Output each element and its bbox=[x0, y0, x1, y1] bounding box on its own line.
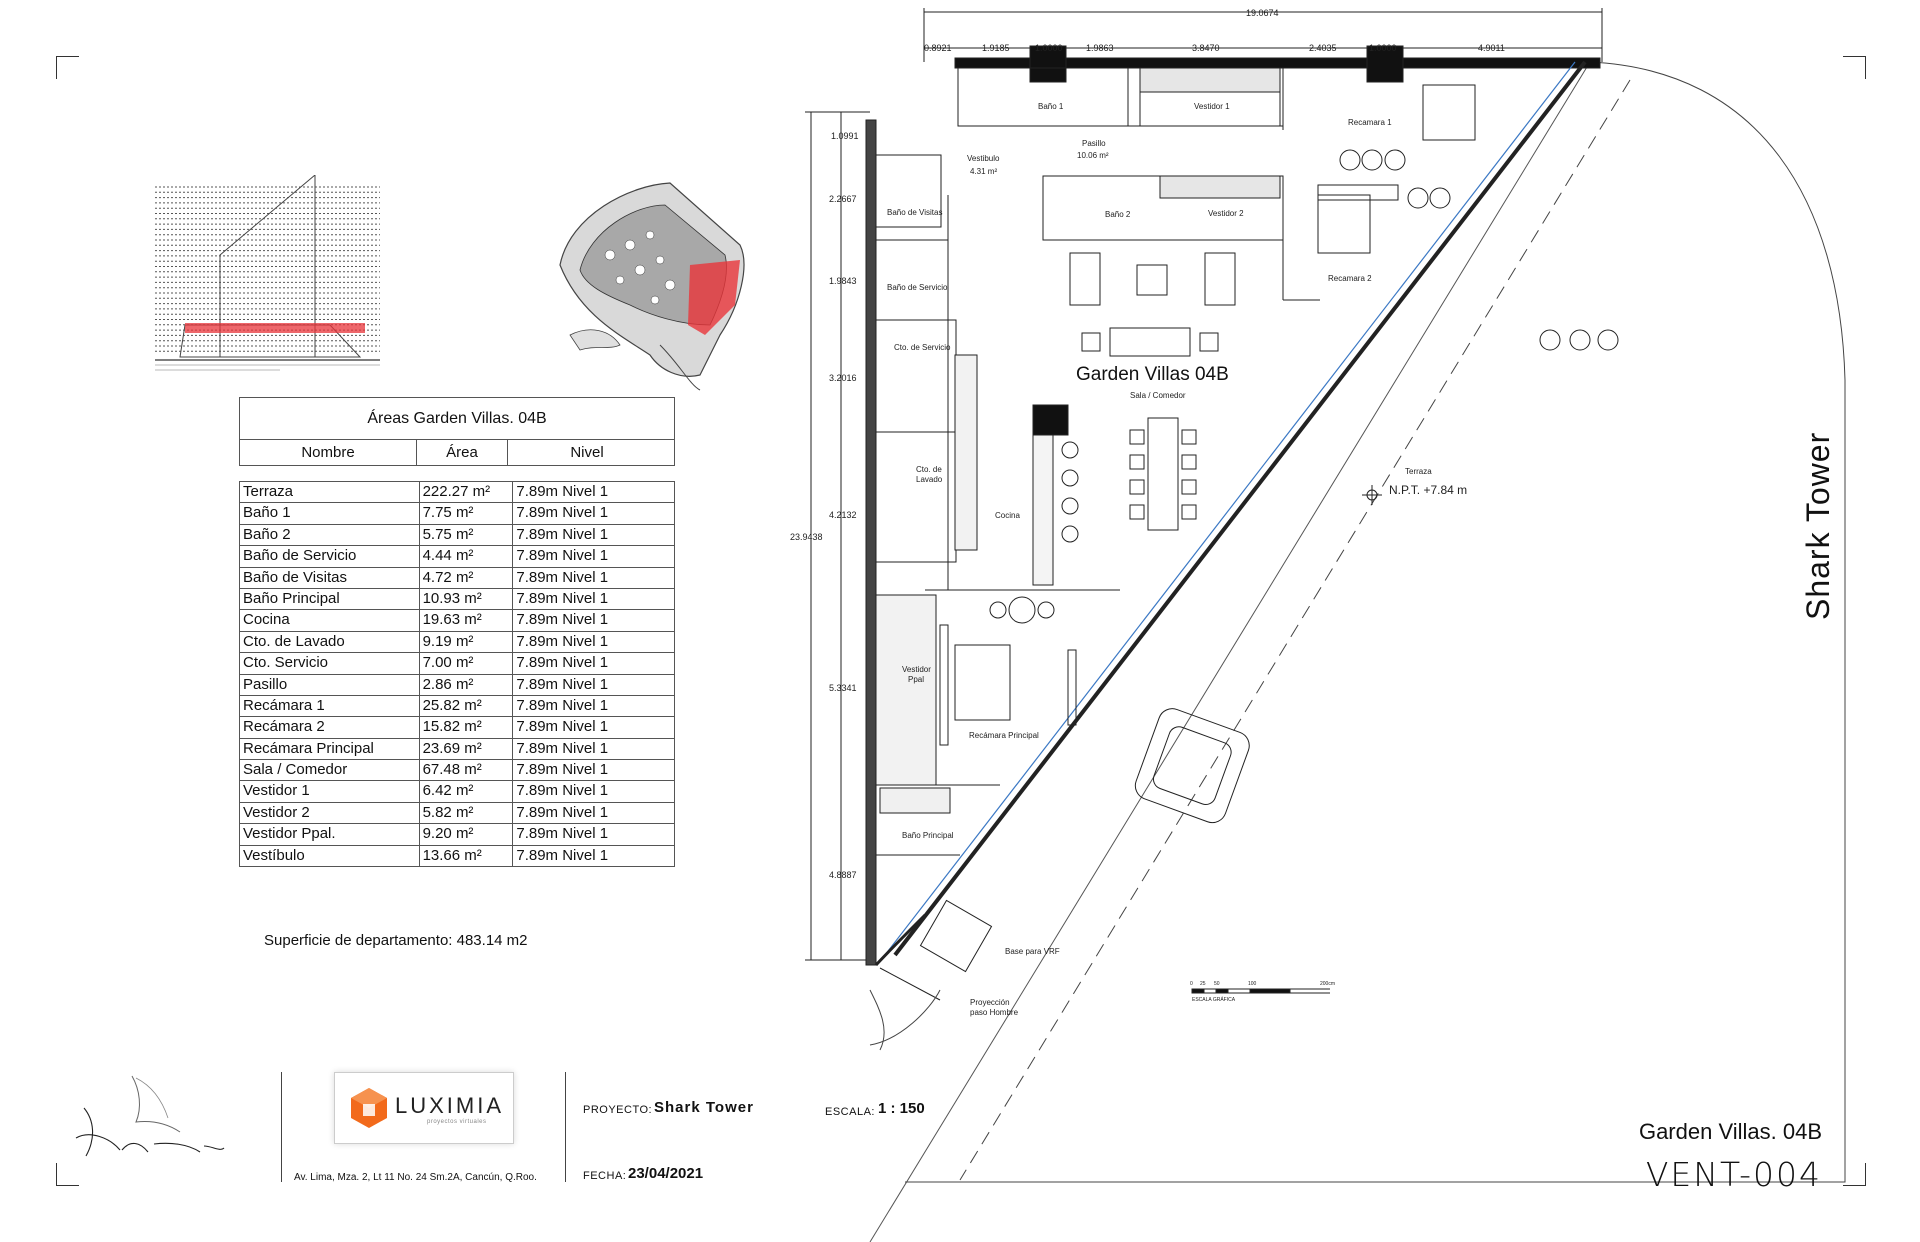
room-area-cell: 5.75 m² bbox=[420, 525, 514, 545]
room-name-cell: Vestidor 1 bbox=[240, 781, 420, 801]
scale-tick-0: 0 bbox=[1190, 981, 1193, 987]
room-area-cell: 19.63 m² bbox=[420, 610, 514, 630]
room-area-cell: 15.82 m² bbox=[420, 717, 514, 737]
room-level-cell: 7.89m Nivel 1 bbox=[516, 825, 609, 843]
scale-tick-50: 50 bbox=[1214, 981, 1220, 987]
room-level-cell: 7.89m Nivel 1 bbox=[516, 525, 609, 543]
room-name-cell: Baño 1 bbox=[240, 503, 420, 523]
room-area-cell: 6.42 m² bbox=[420, 781, 514, 801]
room-label-cto-servicio: Cto. de Servicio bbox=[894, 343, 951, 352]
room-level-cell: 7.89m Nivel 1 bbox=[516, 611, 609, 629]
room-level-cell: 7.89m Nivel 1 bbox=[516, 803, 609, 821]
room-label-cto-lavado-2: Lavado bbox=[916, 475, 943, 484]
superficie-total: Superficie de departamento: 483.14 m2 bbox=[264, 932, 528, 949]
room-name-cell: Terraza bbox=[240, 482, 420, 502]
room-level-cell: 7.89m Nivel 1 bbox=[516, 739, 609, 757]
room-level-cell: 7.89m Nivel 1 bbox=[516, 568, 609, 586]
scale-tick-200: 200cm bbox=[1320, 981, 1336, 987]
luximia-cube-icon bbox=[349, 1086, 389, 1130]
room-label-vestibulo: Vestibulo bbox=[967, 154, 1000, 163]
room-level-cell: 7.89m Nivel 1 bbox=[516, 696, 609, 714]
label-base-vrf: Base para VRF bbox=[1005, 947, 1060, 956]
room-level-cell: 7.89m Nivel 1 bbox=[516, 654, 609, 672]
room-label-vestidor-ppal-2: Ppal bbox=[908, 675, 925, 684]
room-name-cell: Vestidor Ppal. bbox=[240, 824, 420, 844]
room-level-cell: 7.89m Nivel 1 bbox=[516, 846, 609, 864]
room-name-cell: Pasillo bbox=[240, 675, 420, 695]
room-label-recamara2: Recamara 2 bbox=[1328, 274, 1372, 283]
room-area-cell: 4.72 m² bbox=[420, 568, 514, 588]
room-area-cell: 67.48 m² bbox=[420, 760, 514, 780]
room-area-cell: 9.20 m² bbox=[420, 824, 514, 844]
drawing-title: Garden Villas. 04B bbox=[1638, 1119, 1822, 1144]
room-name-cell: Baño de Servicio bbox=[240, 546, 420, 566]
label-proyeccion-1: Proyección bbox=[970, 998, 1010, 1007]
room-label-vestibulo-area: 4.31 m² bbox=[970, 167, 998, 176]
room-label-vestidor-ppal-1: Vestidor bbox=[902, 665, 931, 674]
dim-left-segment-7: 4.8887 bbox=[829, 870, 857, 880]
room-area-cell: 25.82 m² bbox=[420, 696, 514, 716]
room-label-recamara1: Recamara 1 bbox=[1348, 118, 1392, 127]
shark-tower-vertical-label: Shark Tower bbox=[1800, 431, 1836, 620]
room-area-cell: 9.19 m² bbox=[420, 632, 514, 652]
room-label-bano1: Baño 1 bbox=[1038, 102, 1064, 111]
dim-top-segment-5: 3.8470 bbox=[1192, 43, 1220, 53]
room-level-cell: 7.89m Nivel 1 bbox=[516, 718, 609, 736]
dim-top-segment-8: 4.9011 bbox=[1478, 43, 1505, 53]
room-label-bano-principal: Baño Principal bbox=[902, 831, 954, 840]
room-area-cell: 13.66 m² bbox=[420, 846, 514, 866]
dim-top-segment-4: 1.9863 bbox=[1086, 43, 1114, 53]
dim-top-total: 19.0674 bbox=[1246, 8, 1279, 18]
drawing-code: VENT-004 bbox=[1645, 1155, 1822, 1194]
column-header-area: Área bbox=[417, 440, 508, 465]
room-label-recamara-principal: Recámara Principal bbox=[969, 731, 1039, 740]
room-level-cell: 7.89m Nivel 1 bbox=[516, 504, 609, 522]
label-proyeccion-2: paso Hombre bbox=[970, 1008, 1019, 1017]
proyecto-value: Shark Tower bbox=[654, 1099, 754, 1116]
dim-top-segment-3: 1.0000 bbox=[1035, 43, 1063, 53]
room-name-cell: Baño de Visitas bbox=[240, 568, 420, 588]
room-name-cell: Cto. de Lavado bbox=[240, 632, 420, 652]
escala-label: ESCALA: bbox=[825, 1106, 875, 1118]
room-label-sala-comedor: Sala / Comedor bbox=[1130, 391, 1186, 400]
room-area-cell: 23.69 m² bbox=[420, 739, 514, 759]
dim-left-segment-5: 4.2132 bbox=[829, 510, 857, 520]
fecha-value: 23/04/2021 bbox=[628, 1165, 704, 1182]
dim-left-segment-2: 2.2667 bbox=[829, 194, 857, 204]
dim-top-segment-6: 2.4035 bbox=[1309, 43, 1337, 53]
luximia-logo bbox=[334, 1072, 514, 1144]
room-label-bano-visitas: Baño de Visitas bbox=[887, 208, 943, 217]
room-name-cell: Baño Principal bbox=[240, 589, 420, 609]
room-name-cell: Cto. Servicio bbox=[240, 653, 420, 673]
signature-logo bbox=[70, 1060, 250, 1170]
room-level-cell: 7.89m Nivel 1 bbox=[516, 675, 609, 693]
room-label-terraza: Terraza bbox=[1405, 467, 1432, 476]
scale-bar-label: ESCALA GRÁFICA bbox=[1192, 997, 1236, 1003]
room-label-cocina: Cocina bbox=[995, 511, 1020, 520]
dim-top-segment-7: 1.0000 bbox=[1369, 43, 1397, 53]
dim-left-segment-6: 5.3341 bbox=[829, 683, 857, 693]
fecha-label: FECHA: bbox=[583, 1170, 627, 1182]
title-block-divider-2 bbox=[565, 1072, 566, 1182]
dim-top-segment-1: 0.8921 bbox=[924, 43, 952, 53]
room-label-pasillo: Pasillo bbox=[1082, 139, 1106, 148]
luximia-logo-subtext: proyectos virtuales bbox=[427, 1119, 487, 1125]
room-area-cell: 7.75 m² bbox=[420, 503, 514, 523]
room-level-cell: 7.89m Nivel 1 bbox=[516, 483, 609, 500]
room-area-cell: 5.82 m² bbox=[420, 803, 514, 823]
room-level-cell: 7.89m Nivel 1 bbox=[516, 782, 609, 800]
room-area-cell: 4.44 m² bbox=[420, 546, 514, 566]
room-name-cell: Recámara 1 bbox=[240, 696, 420, 716]
areas-table-title: Áreas Garden Villas. 04B bbox=[240, 398, 674, 440]
room-label-vestidor2: Vestidor 2 bbox=[1208, 209, 1244, 218]
office-address: Av. Lima, Mza. 2, Lt 11 No. 24 Sm.2A, Cancún, Q.Roo. bbox=[294, 1172, 537, 1183]
room-name-cell: Vestidor 2 bbox=[240, 803, 420, 823]
room-level-cell: 7.89m Nivel 1 bbox=[516, 589, 609, 607]
dim-left-total: 23.9438 bbox=[790, 532, 823, 542]
room-label-vestidor1: Vestidor 1 bbox=[1194, 102, 1230, 111]
room-area-cell: 10.93 m² bbox=[420, 589, 514, 609]
dim-left-segment-1: 1.0991 bbox=[831, 131, 859, 141]
dim-left-segment-3: 1.9843 bbox=[829, 276, 857, 286]
room-name-cell: Recámara 2 bbox=[240, 717, 420, 737]
room-name-cell: Sala / Comedor bbox=[240, 760, 420, 780]
proyecto-label: PROYECTO: bbox=[583, 1104, 653, 1116]
room-name-cell: Baño 2 bbox=[240, 525, 420, 545]
level-marker-npt: N.P.T. +7.84 m bbox=[1389, 483, 1468, 497]
scale-tick-100: 100 bbox=[1248, 981, 1257, 987]
escala-value: 1 : 150 bbox=[878, 1100, 925, 1117]
room-level-cell: 7.89m Nivel 1 bbox=[516, 547, 609, 565]
dim-top-segment-2: 1.9185 bbox=[982, 43, 1010, 53]
scale-tick-25: 25 bbox=[1200, 981, 1206, 987]
column-header-nombre: Nombre bbox=[240, 440, 417, 465]
luximia-logo-text: LUXIMIA bbox=[395, 1093, 505, 1118]
room-label-pasillo-area: 10.06 m² bbox=[1077, 151, 1109, 160]
room-label-bano2: Baño 2 bbox=[1105, 210, 1131, 219]
room-label-cto-lavado-1: Cto. de bbox=[916, 465, 942, 474]
room-level-cell: 7.89m Nivel 1 bbox=[516, 632, 609, 650]
room-area-cell: 7.00 m² bbox=[420, 653, 514, 673]
plan-title: Garden Villas 04B bbox=[1076, 364, 1229, 385]
room-area-cell: 222.27 m² bbox=[420, 482, 514, 502]
column-header-nivel: Nivel bbox=[570, 444, 604, 461]
room-name-cell: Vestíbulo bbox=[240, 846, 420, 866]
room-name-cell: Recámara Principal bbox=[240, 739, 420, 759]
title-block-divider-1 bbox=[281, 1072, 282, 1182]
dim-left-segment-4: 3.2016 bbox=[829, 373, 857, 383]
room-label-bano-servicio: Baño de Servicio bbox=[887, 283, 948, 292]
room-area-cell: 2.86 m² bbox=[420, 675, 514, 695]
room-level-cell: 7.89m Nivel 1 bbox=[516, 761, 609, 779]
room-name-cell: Cocina bbox=[240, 610, 420, 630]
